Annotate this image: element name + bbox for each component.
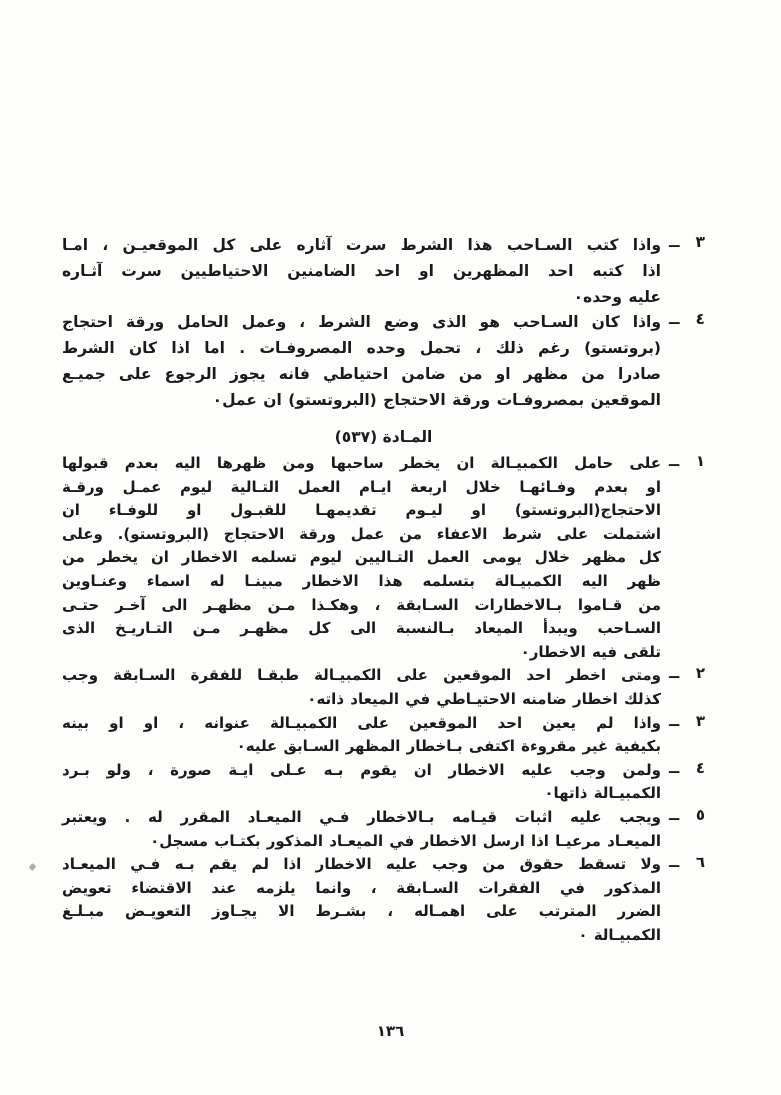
list-item [62,233,705,310]
item-text [62,310,661,413]
text-line: ولا تسقط حقوق من وجب عليه الاخطار اذا لم يقم بـه فـي الميعـاد [62,855,661,874]
text-line: على حامل الكمبيـالة ان يخطر ساحبها ومن ظهرها اليه بعدم قبولها [62,454,661,472]
text-line: صادرا من مظهر او من ضامن احتياطي فانه يجوز الرجوع على جميـع [62,364,661,383]
list-item [62,664,705,711]
item-number-cell [661,759,705,777]
text-line: المذكور في الفقرات السـابقة ، وانما يلزمه عند الاقتضاء تعويض [62,878,661,897]
item-number-cell [661,806,705,824]
article-paragraph-list [62,452,705,947]
item-dash: ــ [669,758,680,777]
item-number: ٣ [695,233,705,251]
text-line: السـاحب ويبدأ الميعاد بـالنسبة الى كل مظهـر مـن التـاريـخ الذى [62,619,661,638]
list-item [62,310,705,413]
item-number: ٤ [695,310,705,329]
item-dash: ــ [669,853,680,872]
scan-artifact [29,863,37,871]
text-line: واذا كان السـاحب هو الذى وضع الشرط ، وعمل الحامل ورقة احتجاج [62,313,661,332]
list-item [62,712,705,759]
item-text [62,853,661,947]
item-number: ١ [695,452,705,470]
item-number: ٢ [695,664,705,683]
item-number: ٦ [695,853,705,872]
list-item [62,806,705,853]
item-number: ٥ [695,805,705,824]
text-line: اشتملت على شرط الاعفاء من عمل ورقة الاحتجاج (البروتستو). وعلى [62,524,661,543]
item-text [62,233,661,310]
text-line: من قـاموا بـالاخطارات السـابقة ، وهكـذا مـن مظهـر الى آخـر حتـى [62,595,661,614]
text-line: الكمبيـالة ذاتها٠ [544,784,661,803]
article-heading: المـادة (٥٣٧) [334,428,433,446]
item-dash: ــ [669,805,680,824]
item-text [62,759,661,806]
text-line: الميعـاد مرعيـا اذا ارسل الاخطار في الميعـاد المذكور بكتـاب مسجل٠ [150,831,661,850]
text-line: كذلك اخطار ضامنه الاحتيـاطي في الميعاد ذاته٠ [307,689,661,708]
text-line: كل مظهر خلال يومى العمل التـاليين ليوم تسلمه الاخطار ان يخطر من [62,548,661,567]
item-number-cell [661,233,705,251]
item-dash: ــ [669,310,680,329]
text-line: ظهر اليه الكمبيـالة بتسلمه هذا الاخطار مبينـا له اسماء وعنـاوين [62,571,661,590]
text-line: ويجب عليه اثبات قيـامه بـالاخطار فـي الميعـاد المقرر له . ويعتبر [62,807,661,826]
item-dash: ــ [669,452,680,470]
item-number-cell [661,452,705,470]
text-line: الضرر المترتب على اهمـاله ، بشـرط الا يجـاوز التعويـض مبـلـغ [62,902,661,921]
text-line: واذا كتب السـاحب هذا الشرط سرت آثاره على كل الموقعيـن ، امـا [62,236,661,254]
item-number-cell [661,664,705,682]
list-item [62,452,705,664]
item-dash: ــ [669,664,680,683]
item-text [62,452,661,664]
text-line: تلقى فيه الاخطار٠ [520,642,661,661]
item-text [62,806,661,853]
item-number-cell [661,712,705,730]
item-dash: ــ [669,711,680,730]
text-line: (بروتستو) رغم ذلك ، تحمل وحده المصروفـات . اما اذا كان الشرط [62,339,661,358]
list-item [62,759,705,806]
text-line: واذا لم يعين احد الموقعين على الكمبيـالة عنوانه ، او او بينه [62,713,661,732]
item-number-cell [661,853,705,871]
item-text [62,664,661,711]
text-line: الاحتجاج(البروتستو) او ليـوم تقديمهـا للقبـول او للوفـاء ان [62,501,661,520]
top-paragraph-list [62,233,705,414]
text-line: اذا كتبه احد المظهرين او احد الضامنين الاحتياطيين سرت آثـاره [62,261,661,280]
text-line: الموقعين بمصروفـات ورقة الاحتجاج (البروتستو) ان عمل٠ [212,390,661,409]
list-item [62,853,705,947]
text-line: ومتى اخطر احد الموقعين على الكمبيـالة طبقـا للفقرة السـابقة وجب [62,666,661,685]
text-line: او بعدم وفـائهـا خلال اربعة ايـام العمل التـالية ليوم عمـل ورقـة [62,477,661,496]
text-line: بكيفية غير مقروءة اكتفى بـاخطار المظهر السـابق عليه٠ [236,737,661,756]
item-text [62,712,661,759]
text-line: عليه وحده٠ [573,287,661,306]
item-number: ٣ [695,711,705,730]
item-number-cell [661,310,705,328]
text-line: ولمن وجب عليه الاخطار ان يقوم بـه عـلى ايـة صورة ، ولو بـرد [62,760,661,779]
item-dash: ــ [669,233,680,251]
page-number: ١٣٦ [376,1022,405,1040]
text-line: الكمبيـالة ٠ [578,925,661,944]
item-number: ٤ [695,758,705,777]
